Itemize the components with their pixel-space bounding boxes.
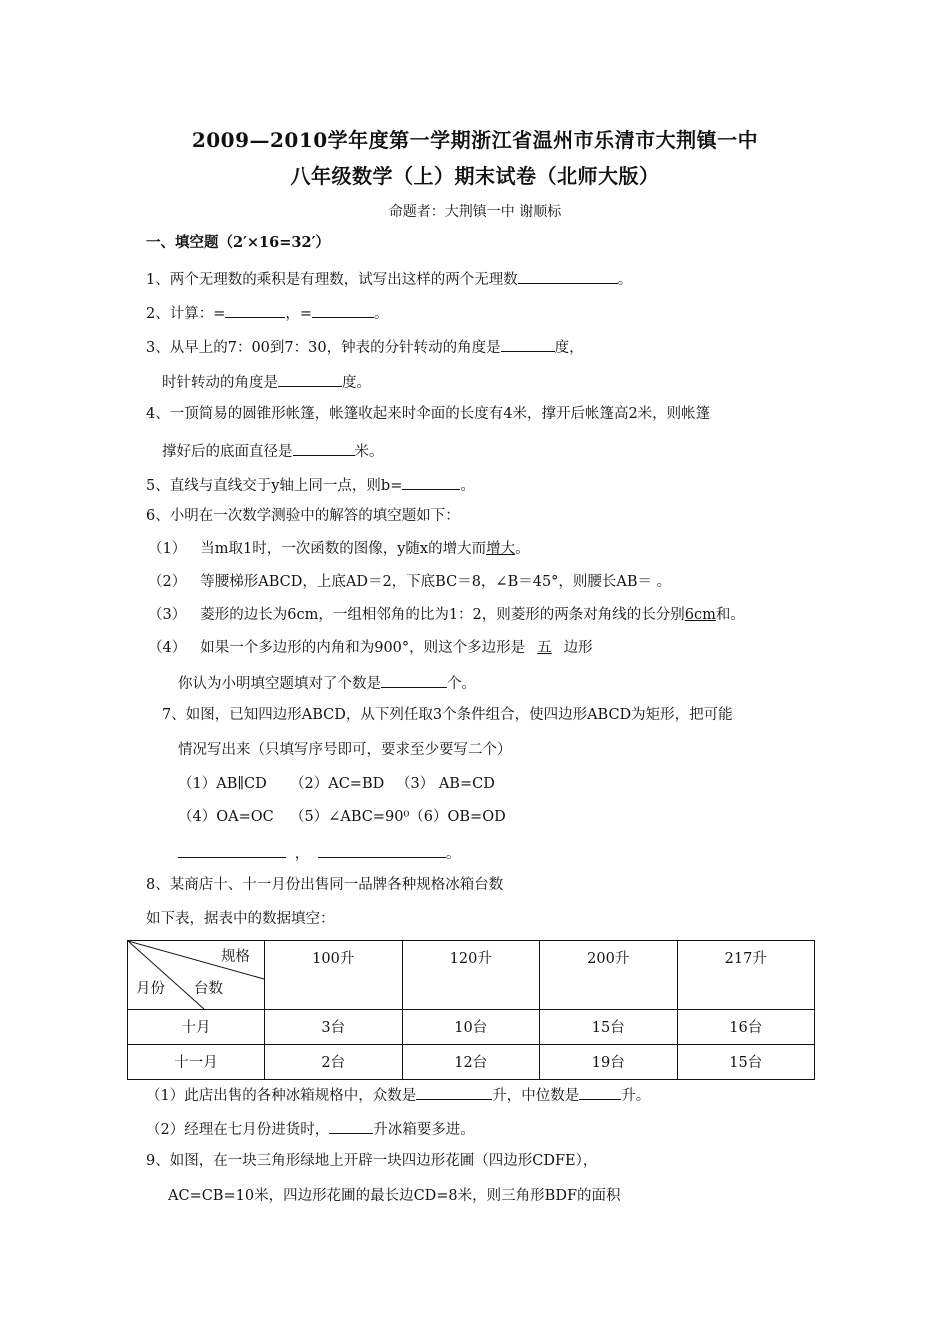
punctuation: 和。 <box>715 607 745 623</box>
question-3-text-b: 时针转动的角度是 <box>162 375 278 391</box>
question-3-line1 <box>146 336 584 357</box>
answer-blank[interactable] <box>579 1084 621 1100</box>
question-5 <box>146 474 475 495</box>
corner-spec-label: 规格 <box>221 949 250 965</box>
question-4-text: 撑好后的底面直径是 <box>162 444 293 460</box>
condition-4: （4）OA=OC <box>178 809 274 825</box>
table-cell: 2台 <box>265 1045 403 1080</box>
condition-1: （1）AB∥CD <box>178 776 267 792</box>
sub-number: （1） <box>148 541 187 557</box>
answer-blank[interactable] <box>402 474 460 490</box>
sub-number: （2） <box>148 574 187 590</box>
ask-text: 你认为小明填空题填对了个数是 <box>178 676 381 692</box>
question-4-line2 <box>162 440 384 461</box>
row-label: 十月 <box>128 1010 265 1045</box>
table-corner-cell <box>128 941 265 1010</box>
question-3-text: 3、从早上的7：00到7：30，钟表的分针转动的角度是 <box>146 340 501 356</box>
answer-blank[interactable] <box>225 302 285 318</box>
question-6-sub-4 <box>148 639 593 657</box>
table-cell: 19台 <box>540 1045 678 1080</box>
question-6-intro: 6、小明在一次数学测验中的解答的填空题如下： <box>146 508 460 524</box>
question-4-unit: 米。 <box>354 444 384 460</box>
answer-blank[interactable] <box>329 1118 373 1134</box>
punctuation: 。 <box>374 306 389 322</box>
column-header: 100升 <box>265 941 403 1010</box>
question-1-text: 1、两个无理数的乘积是有理数，试写出这样的两个无理数 <box>146 272 518 288</box>
sub-number: （4） <box>148 640 187 656</box>
sub-text: 当m取1时，一次函数的图像，y随x的增大而 <box>200 541 487 557</box>
table-cell: 16台 <box>677 1010 815 1045</box>
condition-3: （3） AB=CD <box>396 776 495 792</box>
question-6-sub-1 <box>148 540 530 558</box>
question-6-ask <box>178 672 476 693</box>
section-heading-fill-in: 一、填空题（2′×16=32′） <box>146 234 330 251</box>
answer-blank[interactable] <box>178 842 286 858</box>
answer-blank[interactable] <box>381 672 447 688</box>
question-3-unit-b: 度。 <box>342 375 371 391</box>
table-cell: 10台 <box>402 1010 540 1045</box>
exam-title-line2: 八年级数学（上）期末试卷（北师大版） <box>290 164 660 188</box>
question-8-part-2 <box>146 1118 475 1139</box>
question-8-line1: 8、某商店十、十一月份出售同一品牌各种规格冰箱台数 <box>146 877 504 893</box>
table-cell: 12台 <box>402 1045 540 1080</box>
question-7-answers <box>178 842 461 863</box>
question-3-unit: 度， <box>554 340 584 356</box>
sub-text-end: 边形 <box>563 640 593 656</box>
table-row <box>128 1010 815 1045</box>
question-8-part-1 <box>146 1084 650 1105</box>
part-text-b: 升，中位数是 <box>492 1088 580 1104</box>
punctuation: 。 <box>446 846 461 862</box>
answer-blank[interactable] <box>293 440 355 456</box>
question-1 <box>146 268 632 289</box>
column-header: 120升 <box>402 941 540 1010</box>
question-8-line2: 如下表，据表中的数据填空： <box>146 911 335 927</box>
part-text: （1）此店出售的各种冰箱规格中，众数是 <box>146 1088 417 1104</box>
answer-blank[interactable] <box>318 842 446 858</box>
question-7-line2: 情况写出来（只填写序号即可，要求至少要写二个） <box>178 742 512 758</box>
author-line: 命题者：大荆镇一中 谢顺标 <box>388 204 562 220</box>
table-cell: 15台 <box>540 1010 678 1045</box>
condition-2: （2）AC=BD <box>290 776 385 792</box>
table-cell: 15台 <box>677 1045 815 1080</box>
question-6-sub-3 <box>148 606 745 624</box>
row-label: 十一月 <box>128 1045 265 1080</box>
exam-title-line1: 2009—2010学年度第一学期浙江省温州市乐清市大荆镇一中 <box>191 128 759 152</box>
student-answer: 增大 <box>486 541 516 557</box>
condition-5-6: （5）∠ABC=90⁰（6）OB=OD <box>290 809 506 825</box>
sub-text: 菱形的边长为6cm，一组相邻角的比为1：2，则菱形的两条对角线的长分别 <box>200 607 685 623</box>
table-header-row <box>128 941 815 1010</box>
corner-month-label: 月份 <box>136 981 165 997</box>
answer-blank[interactable] <box>278 371 342 387</box>
table-cell: 3台 <box>265 1010 403 1045</box>
question-7-line1: 7、如图，已知四边形ABCD，从下列任取3个条件组合，使四边形ABCD为矩形，把可能 <box>162 707 733 723</box>
answer-blank[interactable] <box>312 302 374 318</box>
question-9-line1: 9、如图，在一块三角形绿地上开辟一块四边形花圃（四边形CDFE）， <box>146 1153 598 1169</box>
answer-blank[interactable] <box>416 1084 492 1100</box>
answer-blank[interactable] <box>518 268 618 284</box>
answer-blank[interactable] <box>501 336 555 352</box>
corner-count-label: 台数 <box>194 981 223 997</box>
column-header: 200升 <box>540 941 678 1010</box>
ask-unit: 个。 <box>447 676 476 692</box>
question-3-line2 <box>162 371 371 392</box>
part-text-b: 升冰箱要多进。 <box>373 1122 475 1138</box>
punctuation: 。 <box>460 478 475 494</box>
punctuation: 。 <box>515 541 530 557</box>
student-answer: 6cm <box>684 607 716 623</box>
question-9-line2: AC=CB=10米，四边形花圃的最长边CD=8米，则三角形BDF的面积 <box>168 1188 621 1204</box>
table-row <box>128 1045 815 1080</box>
student-answer: 五 <box>537 640 552 656</box>
question-2 <box>146 302 389 323</box>
sub-text: 如果一个多边形的内角和为900°，则这个多边形是 <box>200 640 526 656</box>
punctuation: 。 <box>617 272 633 288</box>
question-2-text-b: ，= <box>285 306 313 322</box>
separator: ， <box>294 846 310 862</box>
question-6-sub-2 <box>148 573 671 591</box>
fridge-sales-table <box>127 940 815 1080</box>
sub-number: （3） <box>148 607 187 623</box>
question-4-line1: 4、一顶简易的圆锥形帐篷，帐篷收起来时伞面的长度有4米，撑开后帐篷高2米，则帐篷 <box>146 406 711 422</box>
question-5-text: 5、直线与直线交于y轴上同一点，则b= <box>146 478 403 494</box>
question-2-text: 2、计算：= <box>146 306 226 322</box>
part-text-c: 升。 <box>621 1088 651 1104</box>
part-text: （2）经理在七月份进货时， <box>146 1122 330 1138</box>
column-header: 217升 <box>677 941 815 1010</box>
sub-text: 等腰梯形ABCD，上底AD＝2，下底BC＝8，∠B＝45°，则腰长AB＝ 。 <box>200 574 672 590</box>
